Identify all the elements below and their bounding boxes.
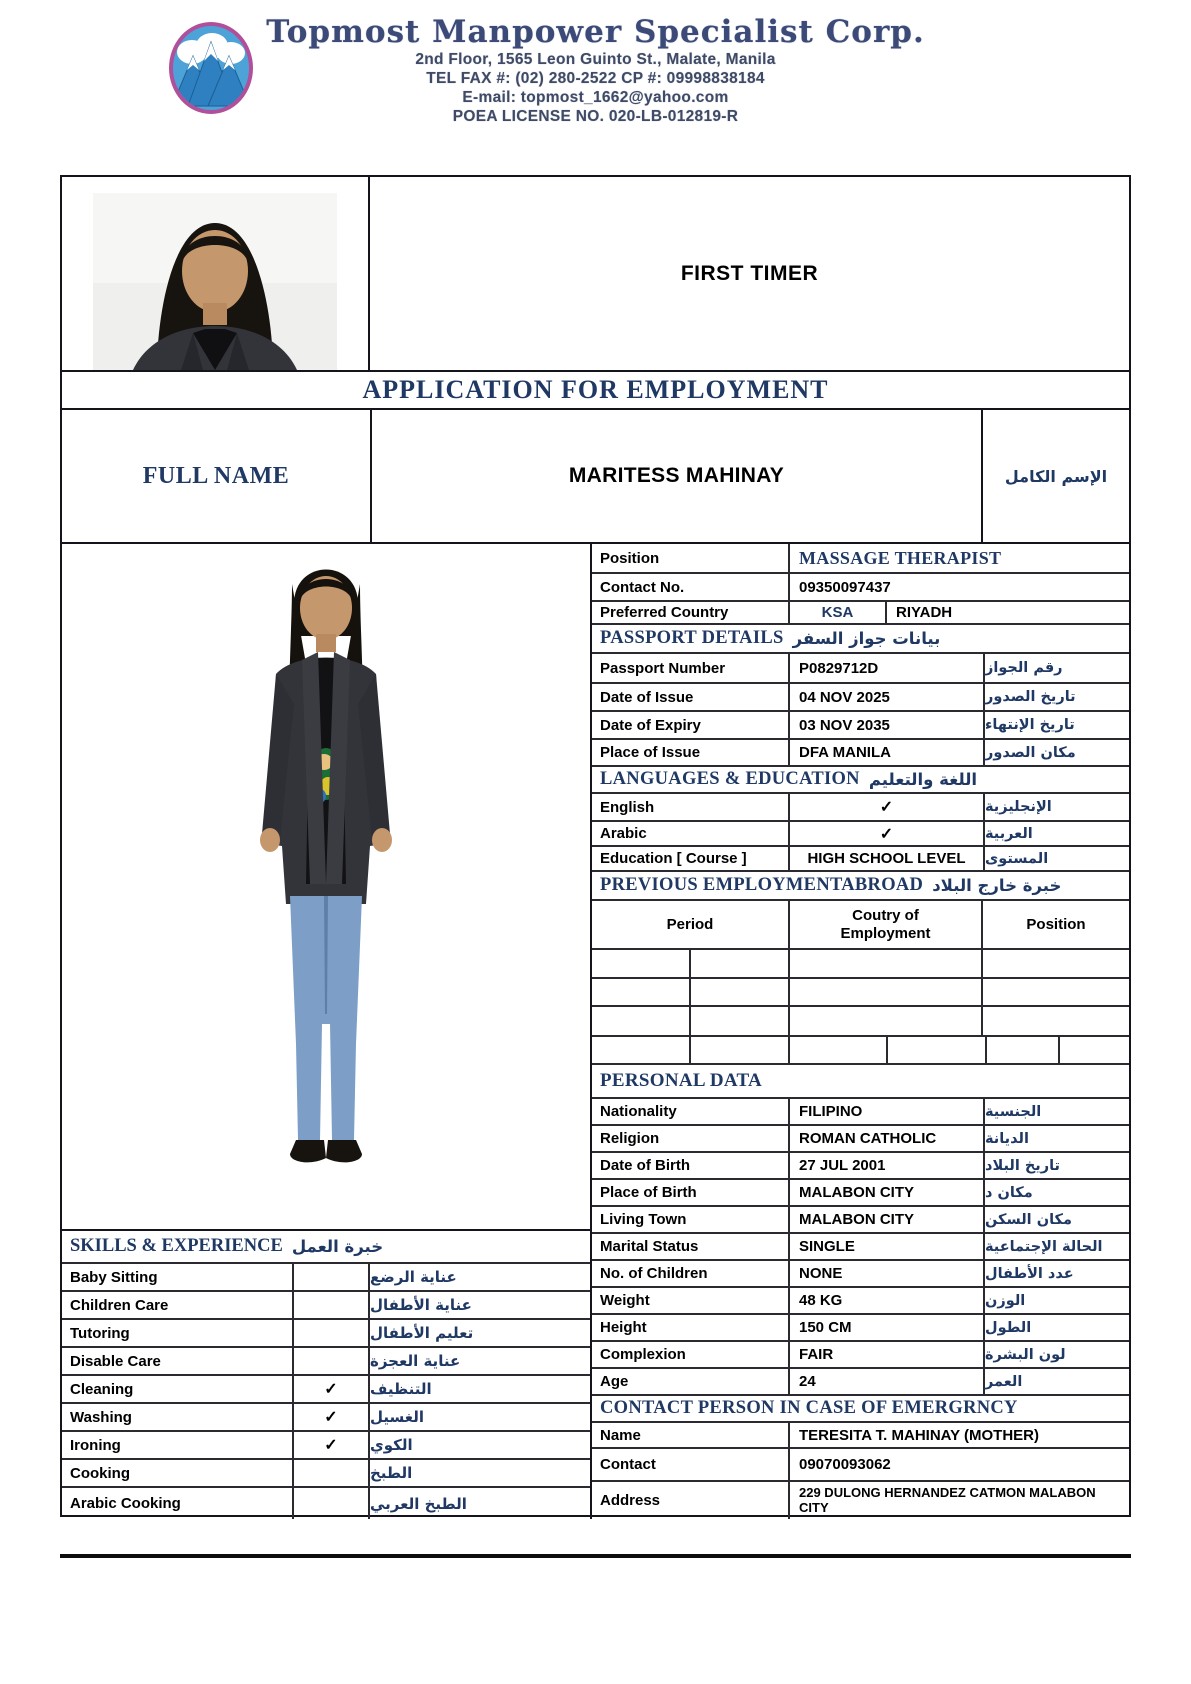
field-label-arabic: تاريخ الصدور xyxy=(983,684,1129,710)
children-row xyxy=(592,1261,1129,1288)
mountain-logo-icon xyxy=(168,22,254,114)
field-label: Living Town xyxy=(592,1207,790,1232)
applicant-id-photo xyxy=(93,193,337,370)
emergency-contact-header xyxy=(592,1396,1129,1423)
company-address: 2nd Floor, 1565 Leon Guinto St., Malate, Manila xyxy=(415,51,776,68)
first-timer-cell xyxy=(370,177,1129,370)
company-phone: TEL FAX #: (02) 280-2522 CP #: 09998838184 xyxy=(426,70,765,87)
skills-header-en: SKILLS & EXPERIENCE xyxy=(70,1236,283,1256)
section-title-ar: خبرة خارج البلاد xyxy=(932,876,1062,895)
application-form-table xyxy=(60,175,1131,1517)
skill-label: Cooking xyxy=(62,1460,294,1486)
employment-empty-row xyxy=(592,950,1129,979)
date-of-birth-row xyxy=(592,1153,1129,1180)
complexion-value: FAIR xyxy=(799,1346,834,1363)
check-icon: ✓ xyxy=(879,799,894,816)
skill-row-cooking xyxy=(62,1460,590,1488)
field-label-arabic: العمر xyxy=(983,1369,1129,1394)
field-label-arabic: لون البشرة xyxy=(983,1342,1129,1367)
field-label: Preferred Country xyxy=(592,602,790,623)
skill-label: Arabic Cooking xyxy=(62,1488,294,1519)
skills-header xyxy=(62,1231,590,1264)
field-label: English xyxy=(592,794,790,820)
skill-label: Disable Care xyxy=(62,1348,294,1374)
marital-status-row xyxy=(592,1234,1129,1261)
employment-empty-row xyxy=(592,1007,1129,1037)
section-title-en: LANGUAGES & EDUCATION xyxy=(600,769,860,789)
section-title-en: PERSONAL DATA xyxy=(600,1070,763,1091)
date-of-expiry-value: 03 NOV 2035 xyxy=(799,716,890,734)
letterhead xyxy=(0,14,1191,126)
date-of-issue-row xyxy=(592,684,1129,712)
education-value: HIGH SCHOOL LEVEL xyxy=(807,850,966,867)
emergency-contact-row xyxy=(592,1449,1129,1482)
field-label-arabic: مكان الصدور xyxy=(983,740,1129,765)
place-of-birth-value: MALABON CITY xyxy=(799,1184,914,1201)
bottom-divider xyxy=(60,1554,1131,1558)
skill-label-arabic: عناية الرضع xyxy=(370,1268,457,1286)
place-of-issue-value: DFA MANILA xyxy=(799,744,891,761)
field-label-arabic: عدد الأطفال xyxy=(983,1261,1129,1286)
field-label-arabic: تاريخ البلاد xyxy=(983,1153,1129,1178)
skill-row-washing xyxy=(62,1404,590,1432)
full-name-value: MARITESS MAHINAY xyxy=(372,410,983,542)
skill-label: Ironing xyxy=(62,1432,294,1458)
left-column xyxy=(62,544,592,1519)
skill-checkbox xyxy=(294,1320,370,1346)
field-label: No. of Children xyxy=(592,1261,790,1286)
skill-label: Baby Sitting xyxy=(62,1264,294,1290)
weight-value: 48 KG xyxy=(799,1292,843,1309)
skill-label: Tutoring xyxy=(62,1320,294,1346)
full-name-label: FULL NAME xyxy=(62,410,372,542)
children-value: NONE xyxy=(799,1265,843,1282)
skill-label-arabic: الغسيل xyxy=(370,1408,425,1426)
skill-checkbox xyxy=(294,1292,370,1318)
field-label: Weight xyxy=(592,1288,790,1313)
skill-checkbox xyxy=(294,1348,370,1374)
section-title-en: CONTACT PERSON IN CASE OF EMERGRNCY xyxy=(600,1398,1018,1418)
field-label: Date of Issue xyxy=(592,684,790,710)
skill-checkbox xyxy=(294,1404,370,1430)
field-label: Contact xyxy=(592,1449,790,1480)
skill-row-ironing xyxy=(62,1432,590,1460)
skill-label-arabic: الكوي xyxy=(370,1436,413,1454)
contact-no-row xyxy=(592,574,1129,602)
field-label-arabic: الديانة xyxy=(983,1126,1129,1151)
form-title: APPLICATION FOR EMPLOYMENT xyxy=(62,372,1129,410)
field-label-arabic: الإنجليزية xyxy=(983,794,1129,820)
skills-table xyxy=(62,1229,590,1519)
employment-empty-row xyxy=(592,979,1129,1007)
skill-label-arabic: التنظيف xyxy=(370,1380,432,1398)
marital-status-value: SINGLE xyxy=(799,1238,855,1255)
religion-row xyxy=(592,1126,1129,1153)
field-label: Nationality xyxy=(592,1099,790,1124)
field-label: Date of Expiry xyxy=(592,712,790,738)
age-row xyxy=(592,1369,1129,1396)
field-label: Complexion xyxy=(592,1342,790,1367)
emergency-address-row xyxy=(592,1482,1129,1519)
contact-no-value: 09350097437 xyxy=(799,578,891,596)
skill-checkbox xyxy=(294,1460,370,1486)
nationality-row xyxy=(592,1099,1129,1126)
field-label: Arabic xyxy=(592,822,790,845)
section-title-en: PASSPORT DETAILS xyxy=(600,628,784,648)
english-check xyxy=(790,794,983,820)
age-value: 24 xyxy=(799,1373,816,1390)
field-label: Religion xyxy=(592,1126,790,1151)
living-town-row xyxy=(592,1207,1129,1234)
date-of-expiry-row xyxy=(592,712,1129,740)
id-photo-cell xyxy=(62,177,370,370)
field-label: Position xyxy=(592,544,790,572)
english-row xyxy=(592,794,1129,822)
skill-row-arabic-cooking xyxy=(62,1488,590,1519)
check-icon: ✓ xyxy=(879,825,894,843)
field-label: Date of Birth xyxy=(592,1153,790,1178)
field-label: Education [ Course ] xyxy=(592,847,790,870)
skill-row-disable-care xyxy=(62,1348,590,1376)
education-row xyxy=(592,847,1129,872)
passport-number-value: P0829712D xyxy=(799,659,879,677)
top-row xyxy=(62,177,1129,372)
field-label: Place of Issue xyxy=(592,740,790,765)
height-value: 150 CM xyxy=(799,1319,852,1336)
section-title-ar: اللغة والتعليم xyxy=(868,770,978,789)
full-name-row xyxy=(62,410,1129,544)
skill-label-arabic: عناية العجزة xyxy=(370,1352,461,1370)
field-label: Address xyxy=(592,1482,790,1519)
applicant-full-body-photo xyxy=(62,544,590,1229)
field-label: Height xyxy=(592,1315,790,1340)
field-label-arabic: مكان د xyxy=(983,1180,1129,1205)
field-label: Passport Number xyxy=(592,654,790,682)
arabic-check xyxy=(790,822,983,845)
skill-label: Cleaning xyxy=(62,1376,294,1402)
passport-details-header xyxy=(592,625,1129,654)
preferred-country-row xyxy=(592,602,1129,625)
personal-data-header xyxy=(592,1065,1129,1099)
skill-checkbox xyxy=(294,1376,370,1402)
full-name-label-arabic: الإسم الكامل xyxy=(1004,466,1108,486)
check-icon: ✓ xyxy=(324,1409,338,1426)
preferred-country-code: KSA xyxy=(790,602,887,623)
skill-label-arabic: تعليم الأطفال xyxy=(370,1324,474,1342)
languages-education-header xyxy=(592,767,1129,794)
skill-row-children-care xyxy=(62,1292,590,1320)
company-name: Topmost Manpower Specialist Corp. xyxy=(266,14,925,50)
employment-empty-row xyxy=(592,1037,1129,1065)
skill-row-baby-sitting xyxy=(62,1264,590,1292)
employment-columns-row xyxy=(592,901,1129,950)
employment-col-country: Coutry of Employment xyxy=(790,901,983,948)
emergency-address-value: 229 DULONG HERNANDEZ CATMON MALABON CITY xyxy=(799,1484,1096,1515)
position-value: MASSAGE THERAPIST xyxy=(799,547,1002,568)
skill-checkbox xyxy=(294,1432,370,1458)
section-title-ar: بيانات جواز السفر xyxy=(792,629,941,648)
details-panel xyxy=(592,544,1129,1519)
date-of-issue-value: 04 NOV 2025 xyxy=(799,688,890,706)
field-label-arabic: الوزن xyxy=(983,1288,1129,1313)
employment-col-position: Position xyxy=(1026,915,1086,933)
skill-label-arabic: عناية الأطفال xyxy=(370,1296,472,1314)
field-label-arabic: تاريخ الإنتهاء xyxy=(983,712,1129,738)
field-label: Name xyxy=(592,1423,790,1447)
skill-checkbox xyxy=(294,1488,370,1519)
company-license: POEA LICENSE NO. 020-LB-012819-R xyxy=(452,108,739,125)
emergency-name-value: TERESITA T. MAHINAY (MOTHER) xyxy=(799,1426,1040,1444)
place-of-issue-row xyxy=(592,740,1129,767)
company-email: E-mail: topmost_1662@yahoo.com xyxy=(462,89,729,106)
position-row xyxy=(592,544,1129,574)
skill-row-tutoring xyxy=(62,1320,590,1348)
arabic-row xyxy=(592,822,1129,847)
field-label-arabic: الجنسية xyxy=(983,1099,1129,1124)
employment-col-period: Period xyxy=(592,901,790,948)
field-label-arabic: العربية xyxy=(983,822,1129,845)
skills-header-ar: خبرة العمل xyxy=(291,1237,384,1256)
emergency-contact-value: 09070093062 xyxy=(799,1456,891,1473)
height-row xyxy=(592,1315,1129,1342)
complexion-row xyxy=(592,1342,1129,1369)
field-label-arabic: رقم الجواز xyxy=(983,654,1129,682)
passport-number-row xyxy=(592,654,1129,684)
check-icon: ✓ xyxy=(324,1381,338,1398)
previous-employment-header xyxy=(592,872,1129,901)
field-label-arabic: مكان السكن xyxy=(983,1207,1129,1232)
skill-label: Children Care xyxy=(62,1292,294,1318)
date-of-birth-value: 27 JUL 2001 xyxy=(799,1157,886,1174)
preferred-city-value: RIYADH xyxy=(896,604,953,621)
emergency-name-row xyxy=(592,1423,1129,1449)
skill-label: Washing xyxy=(62,1404,294,1430)
skill-row-cleaning xyxy=(62,1376,590,1404)
field-label-arabic: الحالة الإجتماعية xyxy=(983,1234,1129,1259)
check-icon: ✓ xyxy=(324,1437,338,1454)
field-label: Contact No. xyxy=(592,574,790,600)
place-of-birth-row xyxy=(592,1180,1129,1207)
field-label: Place of Birth xyxy=(592,1180,790,1205)
weight-row xyxy=(592,1288,1129,1315)
skill-checkbox xyxy=(294,1264,370,1290)
field-label-arabic: الطول xyxy=(983,1315,1129,1340)
section-title-en: PREVIOUS EMPLOYMENTABROAD xyxy=(600,875,924,895)
nationality-value: FILIPINO xyxy=(799,1103,863,1120)
skill-label-arabic: الطبخ xyxy=(370,1464,413,1482)
religion-value: ROMAN CATHOLIC xyxy=(799,1130,937,1147)
first-timer-label: FIRST TIMER xyxy=(680,261,819,285)
field-label: Age xyxy=(592,1369,790,1394)
living-town-value: MALABON CITY xyxy=(799,1211,914,1228)
field-label: Marital Status xyxy=(592,1234,790,1259)
skill-label-arabic: الطبخ العربي xyxy=(370,1494,467,1513)
field-label-arabic: المستوى xyxy=(983,847,1129,870)
